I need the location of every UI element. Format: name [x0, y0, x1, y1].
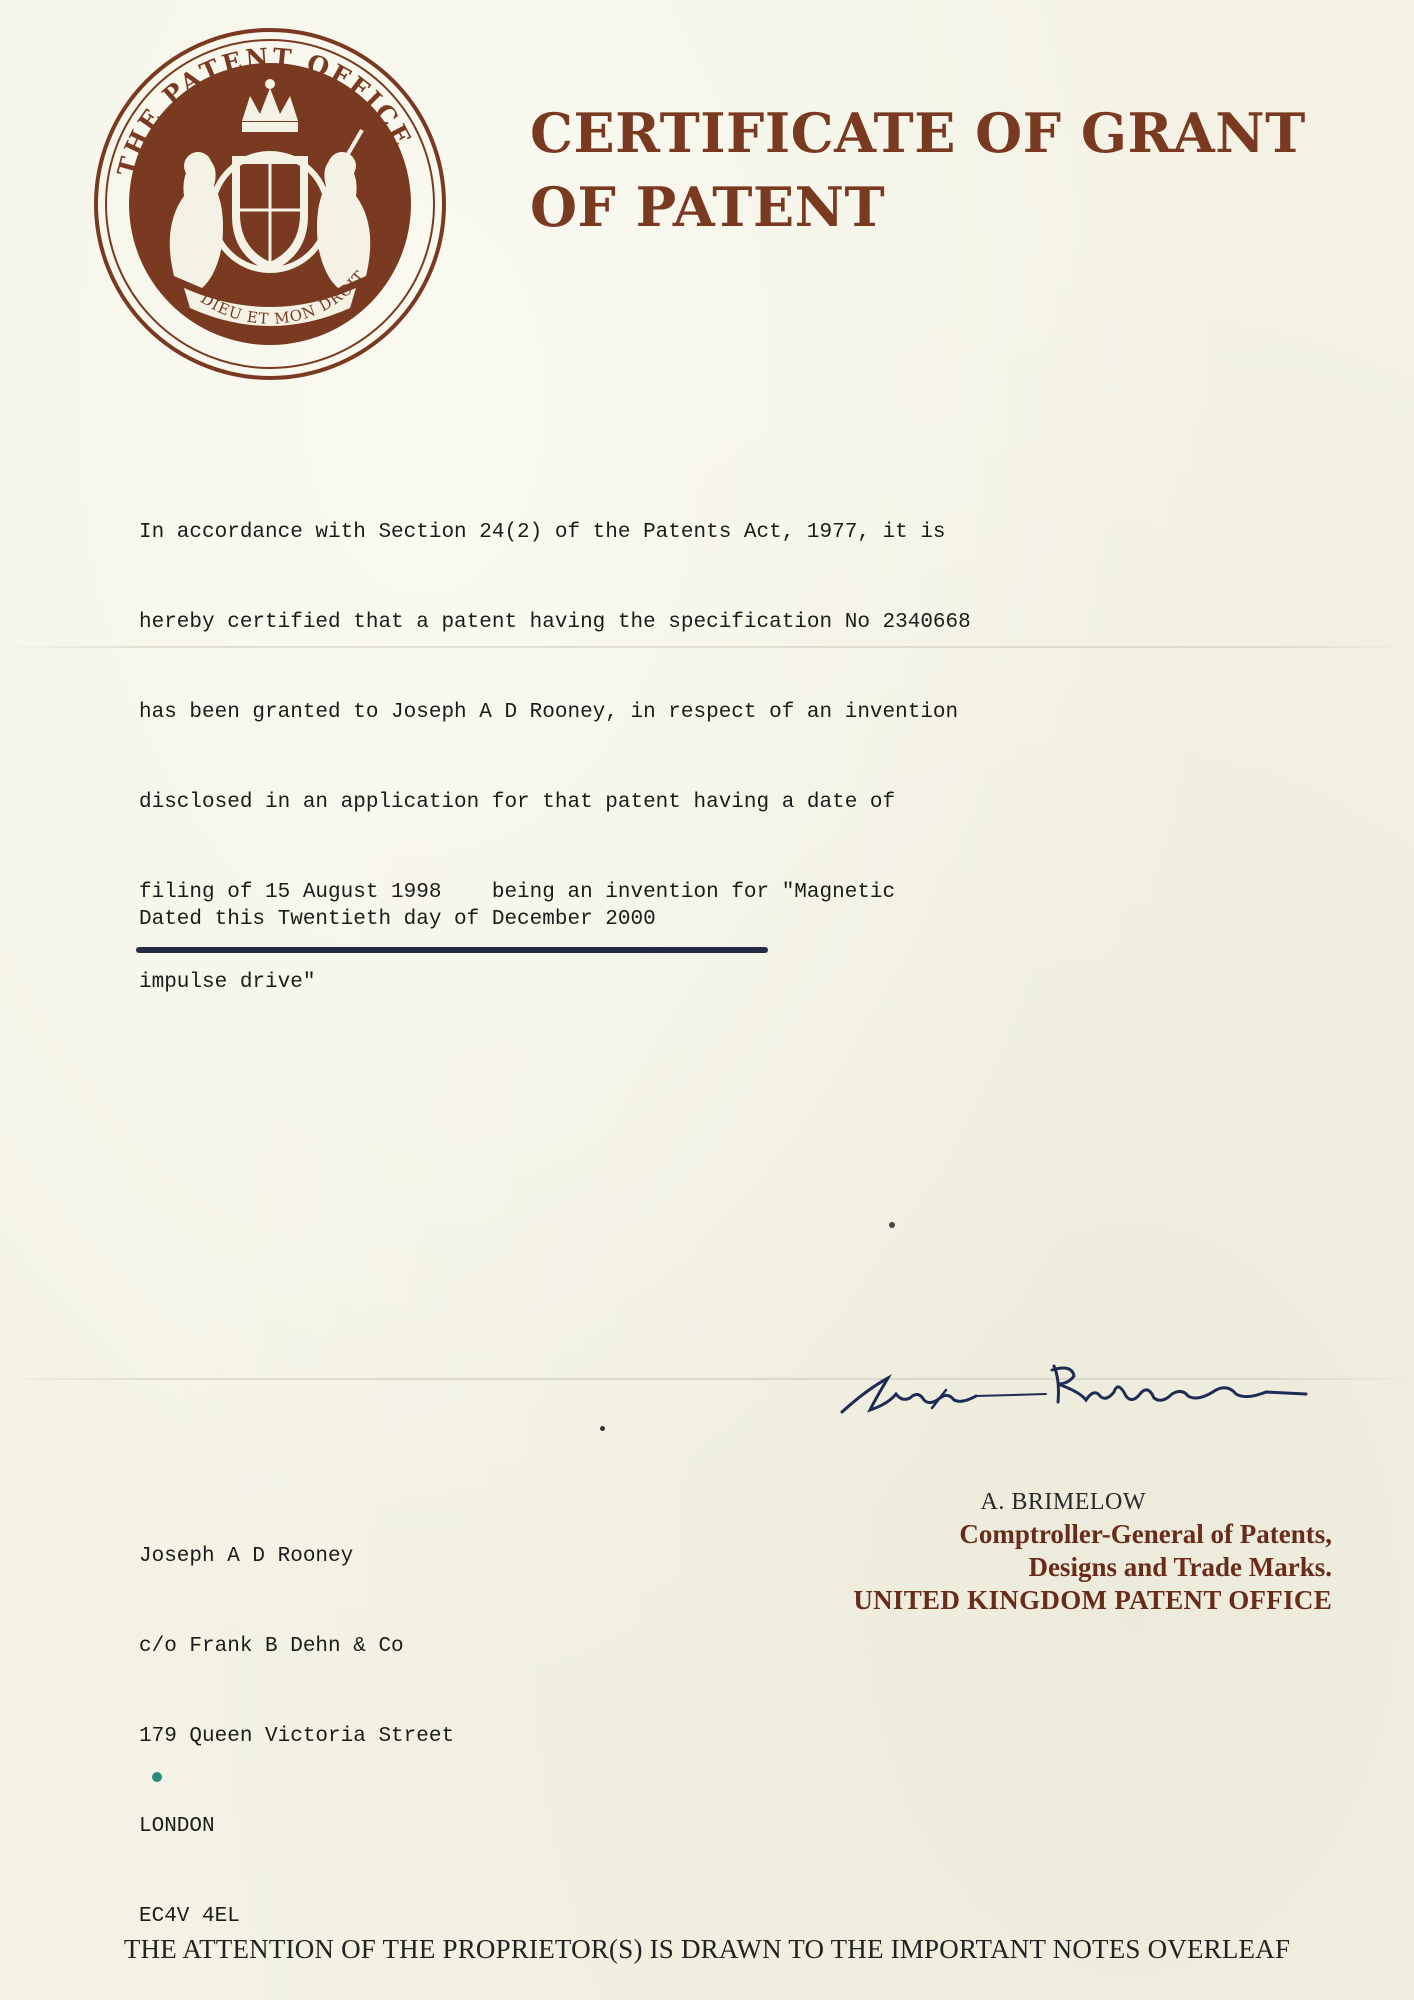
body-line: hereby certified that a patent having the specification No 2340668	[139, 611, 971, 634]
body-line: has been granted to Joseph A D Rooney, in respect of an invention	[139, 701, 959, 724]
body-line: impulse drive"	[139, 971, 316, 994]
ink-speck	[600, 1426, 605, 1431]
seal-ring-text: THE PATENT OFFICE	[111, 42, 418, 180]
body-line: In accordance with Section 24(2) of the Patents Act, 1977, it is	[139, 521, 946, 544]
title-line-2: OF PATENT	[530, 175, 886, 239]
body-line: disclosed in an application for that patent having a date of	[139, 791, 896, 814]
address-line: 179 Queen Victoria Street	[139, 1725, 455, 1748]
recipient-address	[139, 1482, 454, 1992]
address-line: c/o Frank B Dehn & Co	[139, 1635, 404, 1658]
ink-speck	[889, 1222, 895, 1228]
date-underline	[136, 947, 768, 953]
title-line-1: CERTIFICATE OF GRANT	[530, 101, 1306, 165]
signatory-title-line-2: Designs and Trade Marks.	[1028, 1552, 1332, 1582]
ink-speck	[152, 1772, 162, 1782]
patent-office-seal	[92, 26, 448, 382]
body-line: filing of 15 August 1998 being an invention for "Magnetic	[139, 881, 896, 904]
footer-notice: THE ATTENTION OF THE PROPRIETOR(S) IS DRAWN TO THE IMPORTANT NOTES OVERLEAF	[123, 1934, 1291, 1964]
address-line: Joseph A D Rooney	[139, 1545, 354, 1568]
seal-motto-text: DIEU ET MON DROIT	[197, 266, 370, 328]
signatory-title-line-1: Comptroller-General of Patents,	[959, 1519, 1332, 1549]
signatory-office: UNITED KINGDOM PATENT OFFICE	[853, 1585, 1332, 1615]
address-line: LONDON	[139, 1815, 215, 1838]
certificate-title	[530, 96, 1350, 244]
signatory-block	[712, 1486, 1332, 1617]
signatory-name: A. BRIMELOW	[980, 1489, 1146, 1515]
handwritten-signature	[836, 1350, 1316, 1450]
address-line: EC4V 4EL	[139, 1905, 240, 1928]
certification-paragraph	[139, 458, 1139, 1058]
date-line: Dated this Twentieth day of December 2000	[139, 908, 656, 931]
